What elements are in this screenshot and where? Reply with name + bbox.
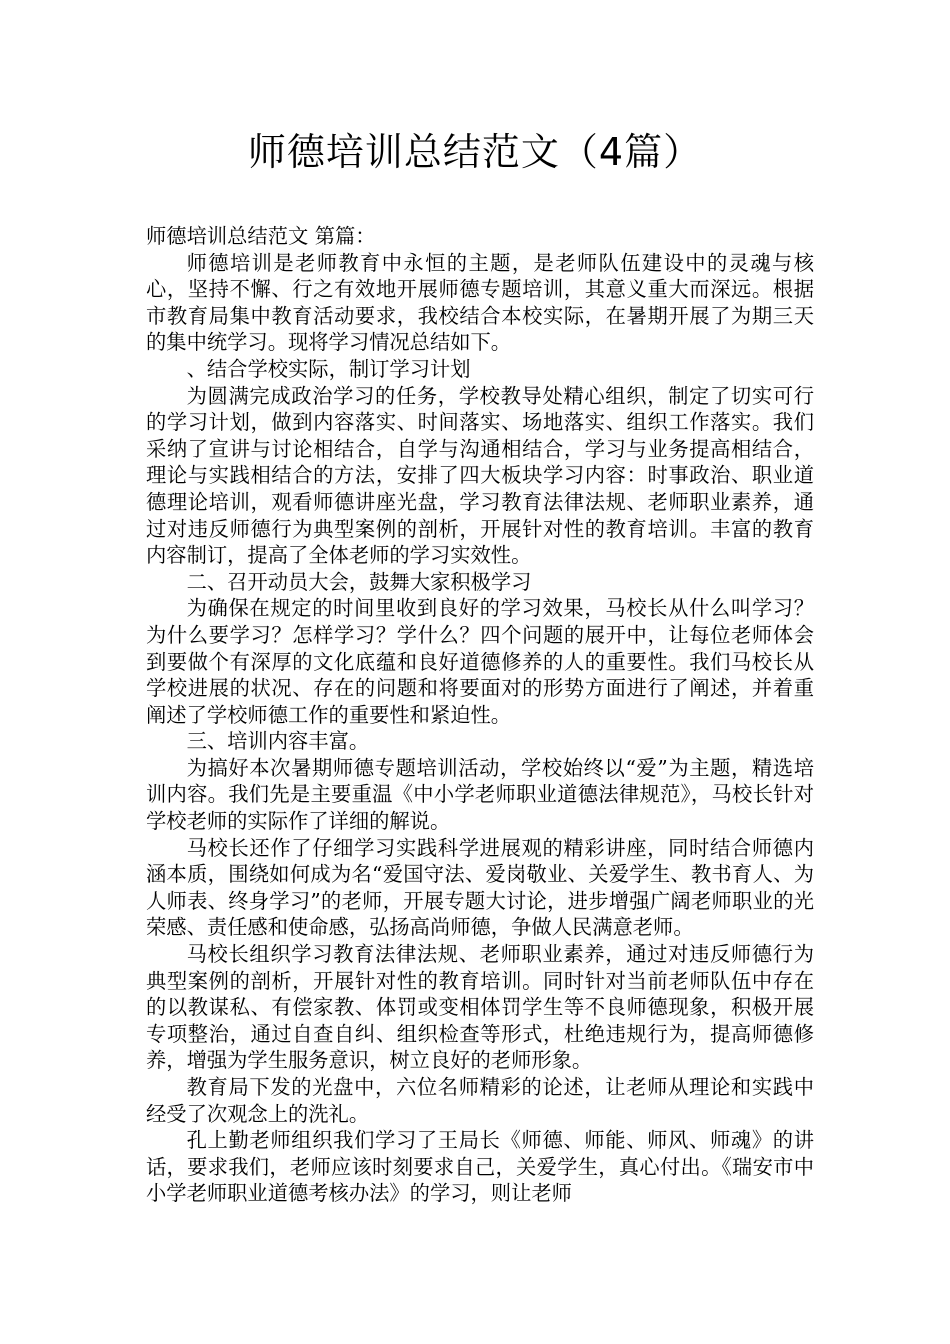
- document-paragraph: 为搞好本次暑期师德专题培训活动，学校始终以“爱”为主题，精选培训内容。我们先是主要重温《中小学老师职业道德法律规范》，马校长针对学校老师的实际作了详细的解说。: [146, 755, 814, 834]
- document-paragraph: 马校长组织学习教育法律法规、老师职业素养，通过对违反师德行为典型案例的剖析，开展针对性的教育培训。同时针对当前老师队伍中存在的以教谋私、有偿家教、体罚或变相体罚学生等不良师德现象，积极开展专项整治，通过自查自纠、组织检查等形式，杜绝违规行为，提高师德修养，增强为学生服务意识，树立良好的老师形象。: [146, 942, 814, 1073]
- document-paragraph: 马校长还作了仔细学习实践科学进展观的精彩讲座，同时结合师德内涵本质，围绕如何成为名“爱国守法、爱岗敬业、关爱学生、教书育人、为人师表、终身学习”的老师，开展专题大讨论，进步增强广阔老师职业的光荣感、责任感和使命感，弘扬高尚师德，争做人民满意老师。: [146, 835, 814, 940]
- document-paragraph: 教育局下发的光盘中，六位名师精彩的论述，让老师从理论和实践中经受了次观念上的洗礼。: [146, 1075, 814, 1126]
- document-paragraph: 师德培训是老师教育中永恒的主题，是老师队伍建设中的灵魂与核心，坚持不懈、行之有效地开展师德专题培训，其意义重大而深远。根据市教育局集中教育活动要求，我校结合本校实际，在暑期开展了为期三天的集中统学习。现将学习情况总结如下。: [146, 250, 814, 355]
- document-paragraph: 三、培训内容丰富。: [186, 729, 370, 754]
- document-paragraph: 孔上勤老师组织我们学习了王局长《师德、师能、师风、师魂》的讲话，要求我们，老师应该时刻要求自己，关爱学生，真心付出。《瑞安市中小学老师职业道德考核办法》的学习，则让老师: [146, 1128, 814, 1206]
- document-body: [146, 223, 814, 1207]
- document-paragraph: 二、召开动员大会，鼓舞大家积极学习: [186, 569, 532, 594]
- document-paragraph: 师德培训总结范文 第篇：: [146, 224, 376, 248]
- document-title: 师德培训总结范文（4篇）: [247, 130, 703, 174]
- document-paragraph: 、结合学校实际，制订学习计划: [186, 356, 471, 381]
- document-paragraph: 为圆满完成政治学习的任务，学校教导处精心组织，制定了切实可行的学习计划，做到内容落实、时间落实、场地落实、组织工作落实。我们采纳了宣讲与讨论相结合，自学与沟通相结合，学习与业务提高相结合，理论与实践相结合的方法，安排了四大板块学习内容：时事政治、职业道德理论培训，观看师德讲座光盘，学习教育法律法规、老师职业素养，通过对违反师德行为典型案例的剖析，开展针对性的教育培训。丰富的教育内容制订，提高了全体老师的学习实效性。: [146, 383, 814, 568]
- document-paragraph: 为确保在规定的时间里收到良好的学习效果，马校长从什么叫学习？为什么要学习？怎样学习？学什么？四个问题的展开中，让每位老师体会到要做个有深厚的文化底蕴和良好道德修养的人的重要性。我们马校长从学校进展的状况、存在的问题和将要面对的形势方面进行了阐述，并着重阐述了学校师德工作的重要性和紧迫性。: [146, 596, 814, 727]
